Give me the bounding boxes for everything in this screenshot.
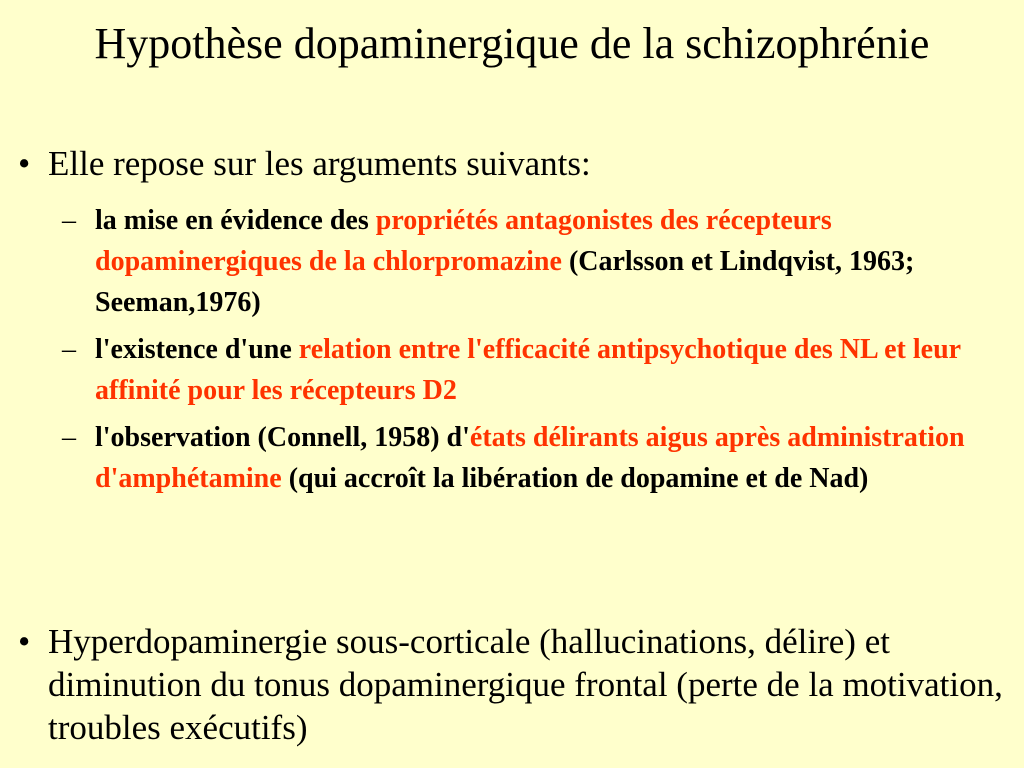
dash-marker: –: [62, 205, 76, 236]
bullet-text: Elle repose sur les arguments suivants:: [48, 144, 591, 183]
sub-bullet-text-part: (qui accroît la libération de dopamine et de Nad): [281, 463, 869, 494]
sub-bullet-text: [95, 417, 982, 499]
dash-marker: –: [62, 334, 76, 365]
bullet-marker: •: [18, 622, 31, 661]
main-bullet-hyperdopaminergie: [18, 620, 1008, 749]
sub-bullet-text: [95, 200, 982, 323]
sub-bullet-text-part: l'existence d'une: [95, 334, 299, 365]
highlighted-text: propriétés antagonistes des récepteurs dopaminergiques de la chlorpromazine: [95, 205, 832, 277]
dash-marker: –: [62, 422, 76, 453]
sub-bullet-d2-affinity: [62, 329, 982, 411]
highlighted-text: relation entre l'efficacité antipsychotique des NL et leur affinité pour les récepteurs D2: [95, 334, 961, 406]
main-bullet-arguments: [18, 144, 1008, 184]
sub-bullet-amphetamine: [62, 417, 982, 499]
highlighted-text: états délirants aigus après administration d'amphétamine: [95, 422, 965, 494]
slide-title: Hypothèse dopaminergique de la schizophrénie: [94, 19, 930, 68]
sub-bullet-chlorpromazine: [62, 200, 982, 323]
bullet-text: Hyperdopaminergie sous-corticale (hallucinations, délire) et diminution du tonus dopaminergique frontal (perte de la motivation, troubles exécutifs): [48, 622, 1003, 747]
sub-bullet-list: [62, 200, 982, 505]
sub-bullet-text-part: (Carlsson et Lindqvist, 1963; Seeman,1976): [95, 246, 915, 318]
sub-bullet-text-part: la mise en évidence des: [95, 205, 376, 236]
bullet-marker: •: [18, 144, 31, 183]
sub-bullet-text: [95, 329, 982, 411]
sub-bullet-text-part: l'observation (Connell, 1958) d': [95, 422, 470, 453]
